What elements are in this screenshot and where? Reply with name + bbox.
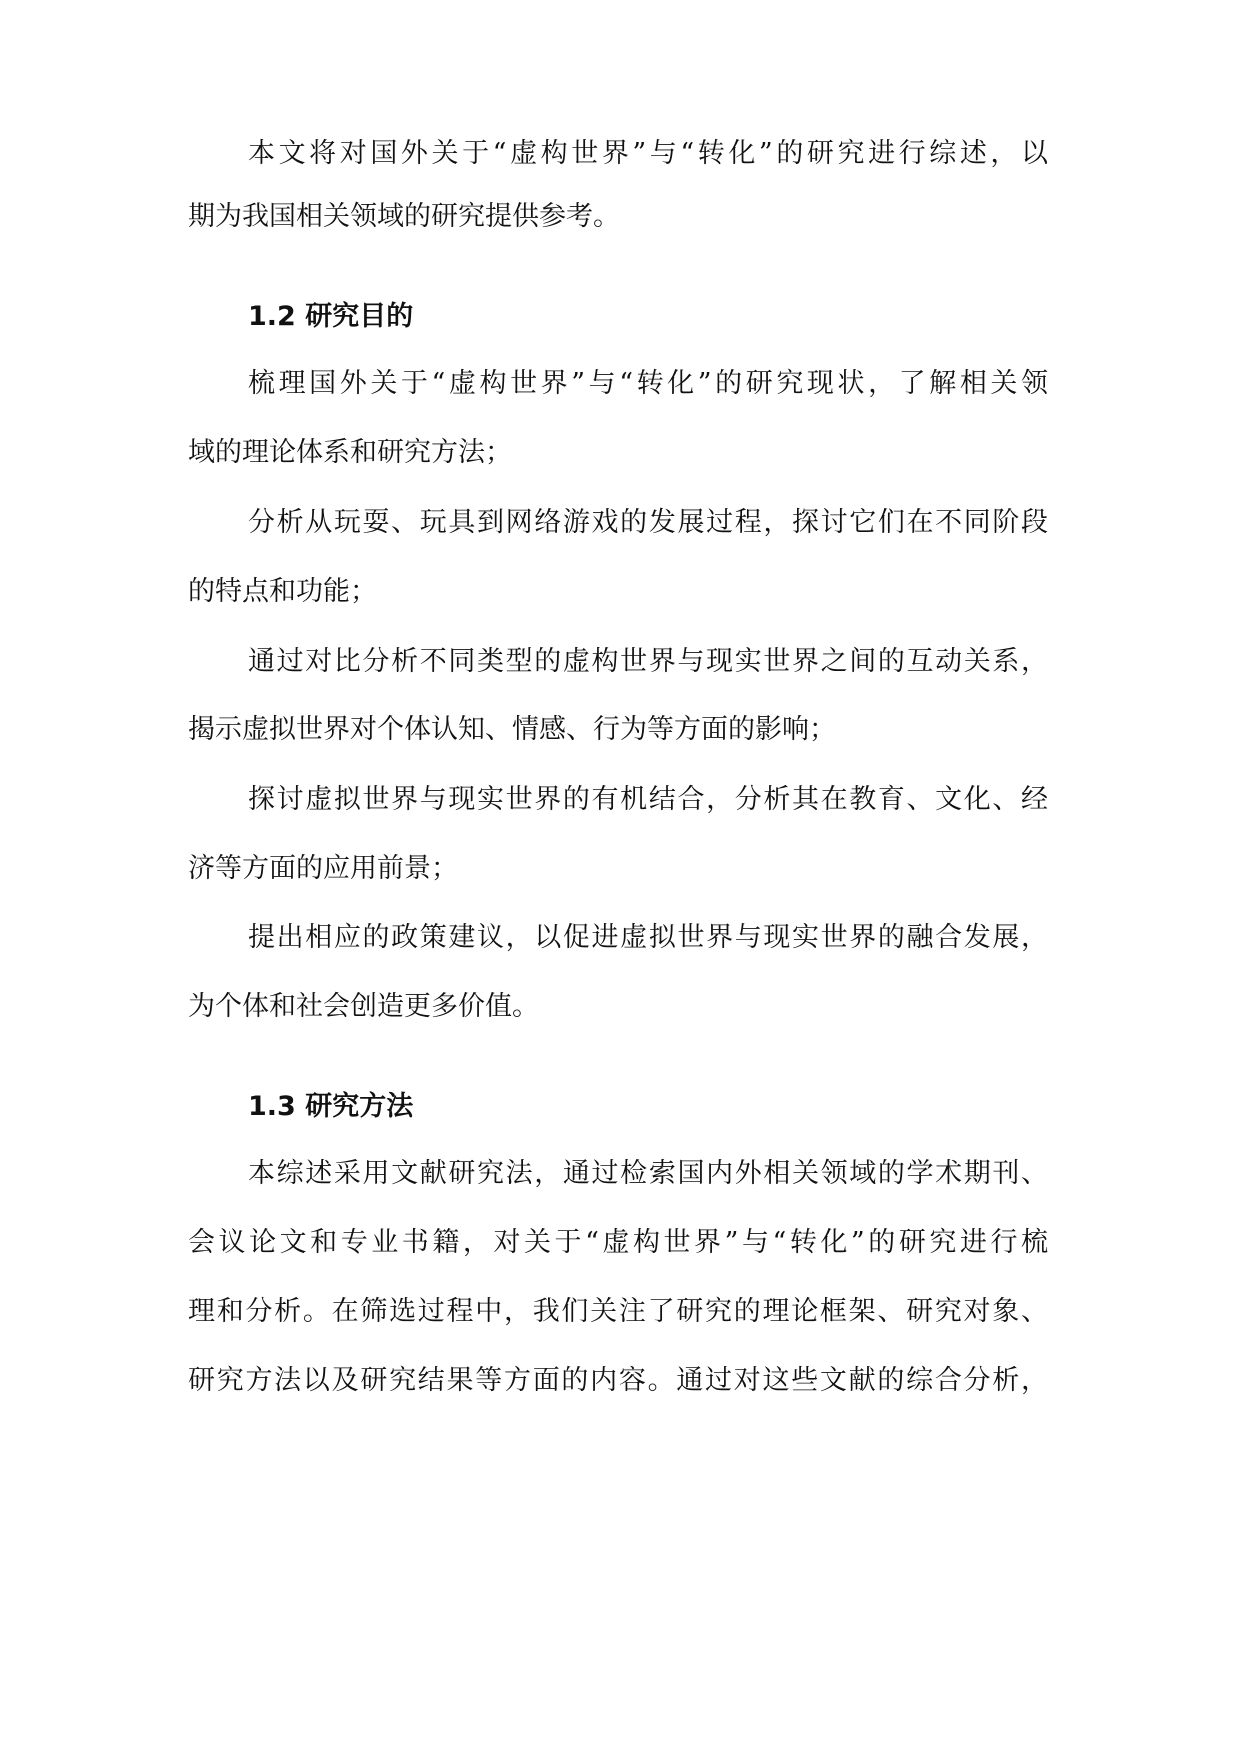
purpose-item-2-line-1: 分析从玩耍、玩具到网络游戏的发展过程，探讨它们在不同阶段 — [248, 507, 1048, 538]
purpose-item-4-line-1: 探讨虚拟世界与现实世界的有机结合，分析其在教育、文化、经 — [248, 784, 1048, 815]
method-line-4: 研究方法以及研究结果等方面的内容。通过对这些文献的综合分析， — [188, 1365, 1048, 1396]
purpose-item-5-line-2: 为个体和社会创造更多价值。 — [188, 991, 539, 1022]
purpose-item-1-line-1: 梳理国外关于“虚构世界”与“转化”的研究现状，了解相关领 — [248, 368, 1048, 399]
method-line-3: 理和分析。在筛选过程中，我们关注了研究的理论框架、研究对象、 — [188, 1296, 1048, 1327]
purpose-item-3-line-2: 揭示虚拟世界对个体认知、情感、行为等方面的影响； — [188, 714, 836, 745]
purpose-item-1-line-2: 域的理论体系和研究方法； — [188, 437, 512, 468]
method-line-2: 会议论文和专业书籍，对关于“虚构世界”与“转化”的研究进行梳 — [188, 1227, 1048, 1258]
method-line-1: 本综述采用文献研究法，通过检索国内外相关领域的学术期刊、 — [248, 1158, 1048, 1189]
purpose-item-3-line-1: 通过对比分析不同类型的虚构世界与现实世界之间的互动关系， — [248, 646, 1048, 677]
purpose-item-5-line-1: 提出相应的政策建议，以促进虚拟世界与现实世界的融合发展， — [248, 922, 1048, 953]
intro-line-1: 本文将对国外关于“虚构世界”与“转化”的研究进行综述，以 — [248, 138, 1048, 169]
section-heading-1-2: 1.2 研究目的 — [248, 301, 414, 332]
section-heading-1-3: 1.3 研究方法 — [248, 1091, 414, 1122]
intro-line-2: 期为我国相关领域的研究提供参考。 — [188, 201, 620, 232]
purpose-item-4-line-2: 济等方面的应用前景； — [188, 853, 458, 884]
purpose-item-2-line-2: 的特点和功能； — [188, 576, 377, 607]
